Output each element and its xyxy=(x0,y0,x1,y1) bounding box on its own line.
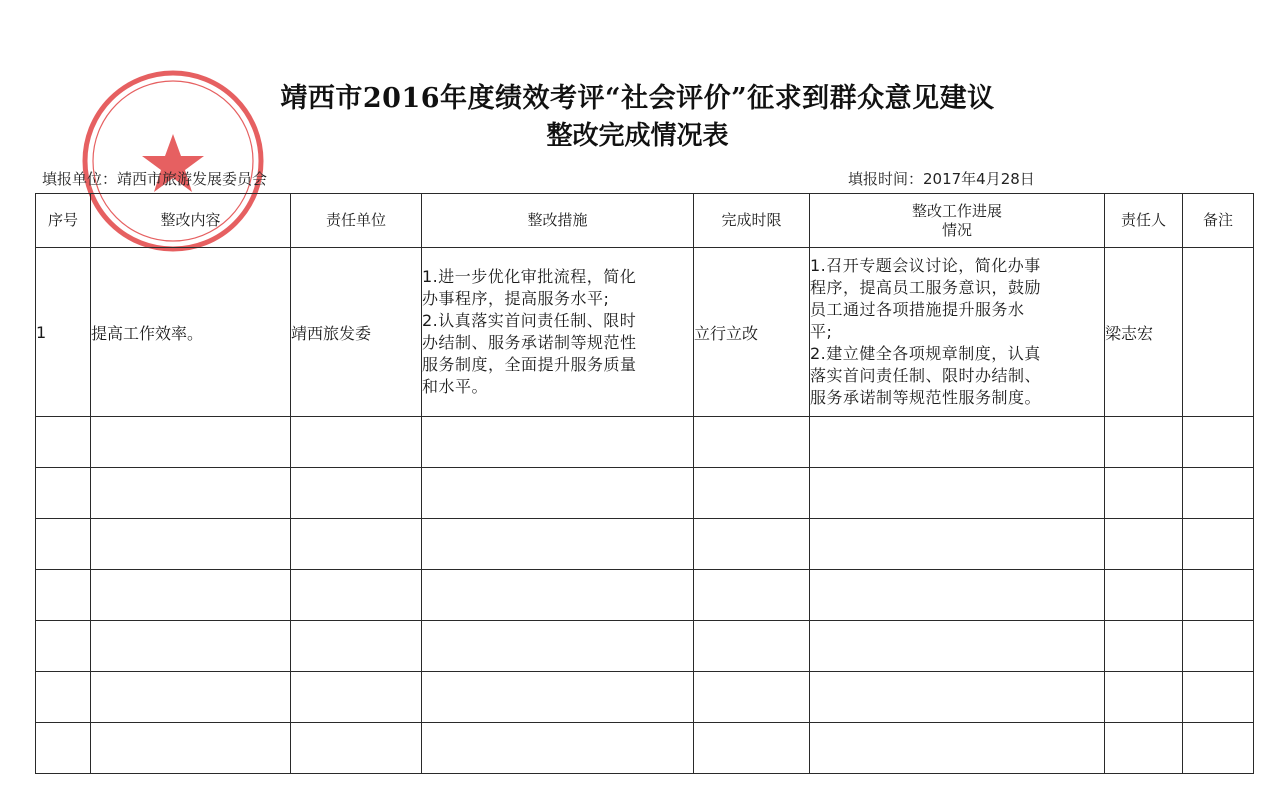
header-measures: 整改措施 xyxy=(422,194,694,248)
empty-table-row xyxy=(36,519,1254,570)
progress-line: 服务承诺制等规范性服务制度。 xyxy=(810,388,1042,407)
cell-measures xyxy=(422,248,694,417)
empty-table-row xyxy=(36,621,1254,672)
empty-table-row xyxy=(36,672,1254,723)
reporting-unit: 填报单位：靖西市旅游发展委员会 xyxy=(42,170,268,188)
cell-dept: 靖西旅发委 xyxy=(291,248,422,417)
rectification-table xyxy=(35,193,1254,774)
reporting-date: 填报时间：2017年4月28日 xyxy=(848,170,1035,188)
empty-table-row xyxy=(36,723,1254,774)
header-dept: 责任单位 xyxy=(291,194,422,248)
header-note: 备注 xyxy=(1183,194,1254,248)
document-subtitle: 整改完成情况表 xyxy=(546,121,729,151)
progress-line: 员工通过各项措施提升服务水 xyxy=(810,300,1025,319)
header-content: 整改内容 xyxy=(91,194,291,248)
empty-table-row xyxy=(36,468,1254,519)
progress-line: 1.召开专题会议讨论，简化办事 xyxy=(810,256,1041,275)
measure-line: 服务制度，全面提升服务质量 xyxy=(422,355,637,374)
header-deadline: 完成时限 xyxy=(694,194,810,248)
header-seq: 序号 xyxy=(36,194,91,248)
cell-content: 提高工作效率。 xyxy=(91,248,291,417)
cell-seq: 1 xyxy=(36,248,91,417)
measure-line: 办事程序，提高服务水平; xyxy=(422,289,610,308)
header-progress-line1: 整改工作进展 xyxy=(911,201,1002,220)
table-row xyxy=(36,248,1254,417)
progress-line: 程序，提高员工服务意识，鼓励 xyxy=(810,278,1042,297)
header-progress-line2: 情况 xyxy=(941,220,972,239)
cell-note xyxy=(1183,248,1254,417)
empty-table-row xyxy=(36,570,1254,621)
cell-progress xyxy=(810,248,1105,417)
measure-line: 1.进一步优化审批流程，简化 xyxy=(422,267,637,286)
cell-deadline: 立行立改 xyxy=(694,248,810,417)
document-title: 靖西市2016年度绩效考评“社会评价”征求到群众意见建议 xyxy=(280,83,995,114)
table-header-row xyxy=(36,194,1254,248)
progress-line: 2.建立健全各项规章制度，认真 xyxy=(810,344,1041,363)
cell-person: 梁志宏 xyxy=(1105,248,1183,417)
header-person: 责任人 xyxy=(1105,194,1183,248)
measure-line: 2.认真落实首问责任制、限时 xyxy=(422,311,637,330)
measure-line: 办结制、服务承诺制等规范性 xyxy=(422,333,637,352)
header-progress xyxy=(810,194,1105,248)
progress-line: 落实首问责任制、限时办结制、 xyxy=(810,366,1042,385)
measure-line: 和水平。 xyxy=(422,377,489,396)
progress-line: 平; xyxy=(810,322,833,341)
empty-table-row xyxy=(36,417,1254,468)
